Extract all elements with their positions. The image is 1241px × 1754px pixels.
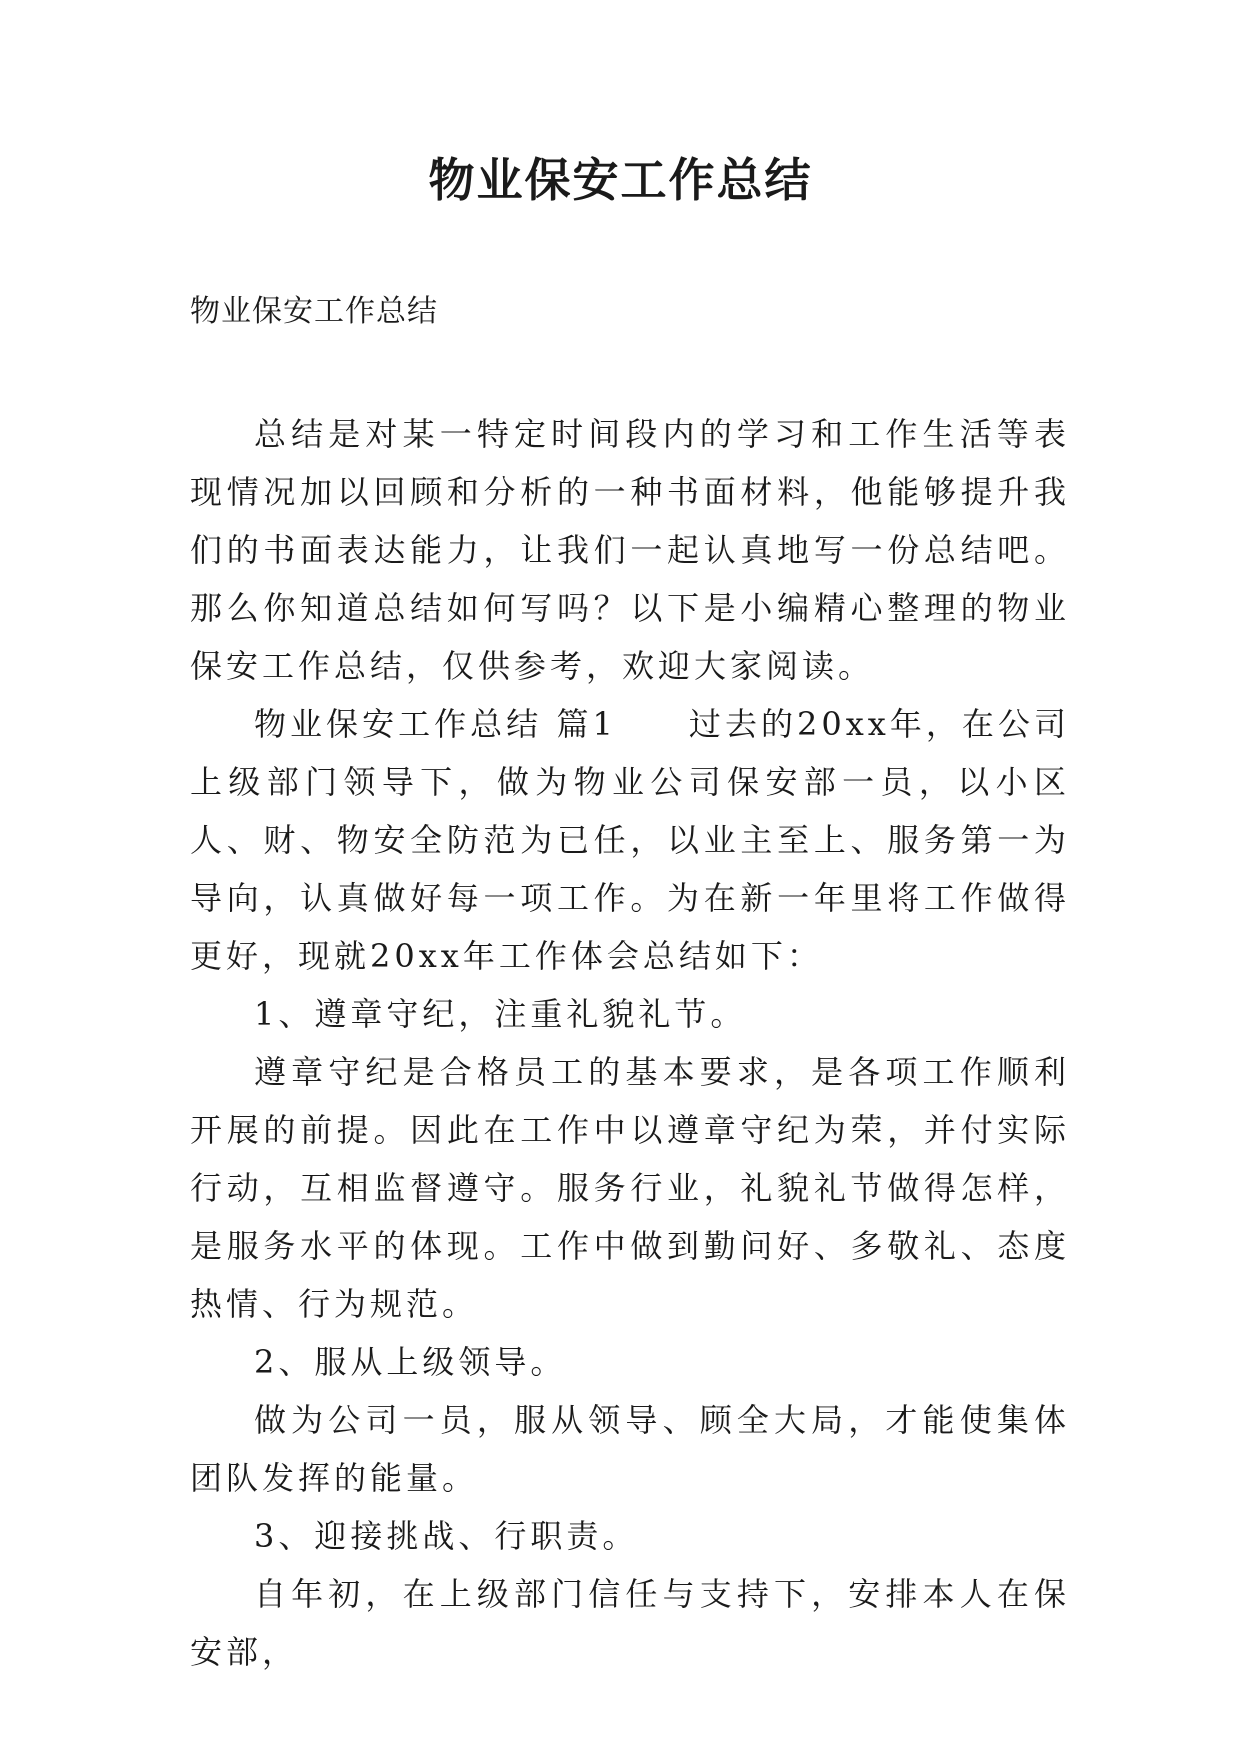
heading-item-2: 2、服从上级领导。 [254,1343,567,1381]
heading-item-3: 3、迎接挑战、行职责。 [254,1517,639,1555]
document-subtitle: 物业保安工作总结 [190,294,438,329]
paragraph-item-3: 自年初，在上级部门信任与支持下，安排本人在保安部， [190,1575,1070,1671]
document-body [190,405,1070,1681]
paragraph-item-1: 遵章守纪是合格员工的基本要求，是各项工作顺利开展的前提。因此在工作中以遵章守纪为荣，并付实际行动，互相监督遵守。服务行业，礼貌礼节做得怎样，是服务水平的体现。工作中做到勤问好、多敬礼、态度热情、行为规范。 [190,1053,1070,1323]
heading-item-1: 1、遵章守纪，注重礼貌礼节。 [254,995,747,1033]
paragraph-section-1: 物业保安工作总结 篇1 过去的20xx年，在公司上级部门领导下，做为物业公司保安部一员，以小区人、财、物安全防范为已任，以业主至上、服务第一为导向，认真做好每一项工作。为在新一年里将工作做得更好，现就20xx年工作体会总结如下： [190,705,1070,975]
paragraph-item-2: 做为公司一员，服从领导、顾全大局，才能使集体团队发挥的能量。 [190,1401,1070,1497]
document-title: 物业保安工作总结 [428,153,813,207]
paragraph-intro: 总结是对某一特定时间段内的学习和工作生活等表现情况加以回顾和分析的一种书面材料，他能够提升我们的书面表达能力，让我们一起认真地写一份总结吧。那么你知道总结如何写吗？以下是小编精心整理的物业保安工作总结，仅供参考，欢迎大家阅读。 [190,415,1070,685]
